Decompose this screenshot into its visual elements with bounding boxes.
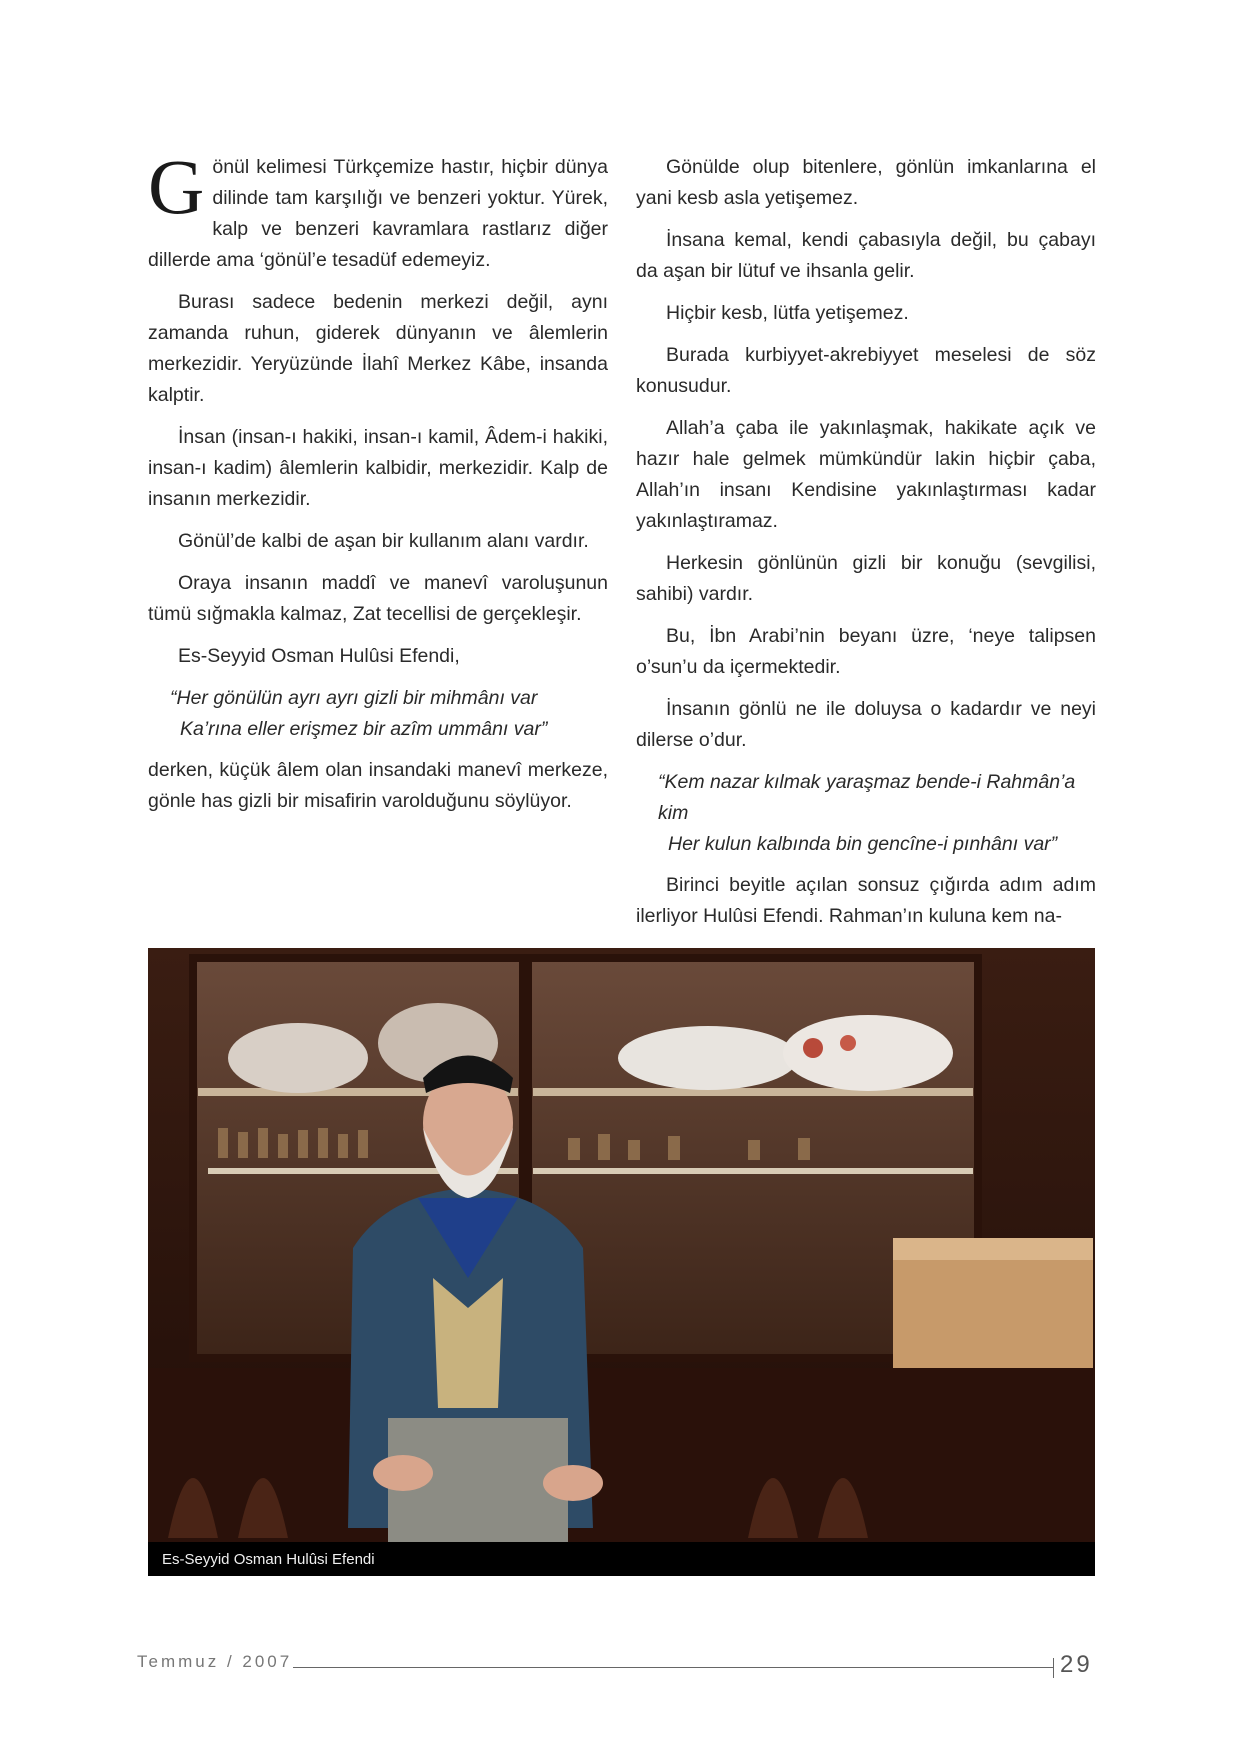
paragraph: Es-Seyyid Osman Hulûsi Efendi, (178, 645, 460, 667)
paragraph: İnsanın gönlü ne ile doluysa o kadardır ve neyi dilerse o’dur. (636, 698, 1096, 751)
paragraph: Herkesin gönlünün gizli bir konuğu (sevgilisi, sahibi) vardır. (636, 552, 1096, 605)
photo-caption: Es-Seyyid Osman Hulûsi Efendi (162, 1551, 375, 1568)
verse-quote (148, 683, 608, 745)
paragraph: Burası sadece bedenin merkezi değil, aynı zamanda ruhun, giderek dünyanın ve âlemlerin merkezidir. Yeryüzünde İlahî Merkez Kâbe, insanda kalptir. (148, 291, 608, 406)
verse-quote (636, 767, 1096, 860)
paragraph: Gönül kelimesi Türkçemize hastır, hiçbir dünya dilinde tam karşılığı ve benzeri yoktur. Yürek, kalp ve benzeri kavramlara rastlarız diğer dillerde ama ‘gönül’e tesadüf edemeyiz. (148, 143, 608, 271)
verse-line: Her kulun kalbında bin gencîne-i pınhânı var” (668, 833, 1058, 855)
dropcap: G (148, 143, 205, 230)
paragraph: Hiçbir kesb, lütfa yetişemez. (666, 302, 909, 324)
paragraph: Gönülde olup bitenlere, gönlün imkanlarına el yani kesb asla yetişemez. (636, 156, 1096, 209)
right-text-column (636, 152, 1096, 943)
paragraph: Gönül’de kalbi de aşan bir kullanım alanı vardır. (178, 530, 589, 552)
paragraph: Birinci beyitle açılan sonsuz çığırda adım adım ilerliyor Hulûsi Efendi. Rahman’ın kuluna kem na- (636, 874, 1096, 927)
portrait-illustration (148, 948, 1095, 1576)
page-number: 29 (1060, 1651, 1093, 1678)
paragraph: İnsan (insan-ı hakiki, insan-ı kamil, Âdem-i hakiki, insan-ı kadim) âlemlerin kalbidir, merkezidir. Kalp de insanın merkezidir. (148, 426, 608, 510)
paragraph: Allah’a çaba ile yakınlaşmak, hakikate açık ve hazır hale gelmek mümkündür lakin hiçbir çaba, Allah’ın insanı Kendisine yakınlaştırması kadar yakınlaştıramaz. (636, 417, 1096, 532)
footer-rule (293, 1667, 1053, 1668)
portrait-photo (148, 948, 1095, 1576)
verse-line: “Kem nazar kılmak yaraşmaz bende-i Rahmân’a kim (658, 771, 1076, 824)
paragraph: Bu, İbn Arabi’nin beyanı üzre, ‘neye talipsen o’sun’u da içermektedir. (636, 625, 1096, 678)
footer-divider (1053, 1658, 1054, 1678)
verse-line: “Her gönülün ayrı ayrı gizli bir mihmânı var (170, 687, 538, 709)
paragraph: Burada kurbiyyet-akrebiyyet meselesi de söz konusudur. (636, 344, 1096, 397)
left-text-column (148, 143, 608, 828)
paragraph: Oraya insanın maddî ve manevî varoluşunun tümü sığmakla kalmaz, Zat tecellisi de gerçekleşir. (148, 572, 608, 625)
paragraph: derken, küçük âlem olan insandaki manevî merkeze, gönle has gizli bir misafirin varolduğunu söylüyor. (148, 759, 608, 812)
verse-line: Ka’rına eller erişmez bir azîm ummânı var” (180, 718, 548, 740)
paragraph: İnsana kemal, kendi çabasıyla değil, bu çabayı da aşan bir lütuf ve ihsanla gelir. (636, 229, 1096, 282)
issue-date: Temmuz / 2007 (137, 1652, 293, 1671)
